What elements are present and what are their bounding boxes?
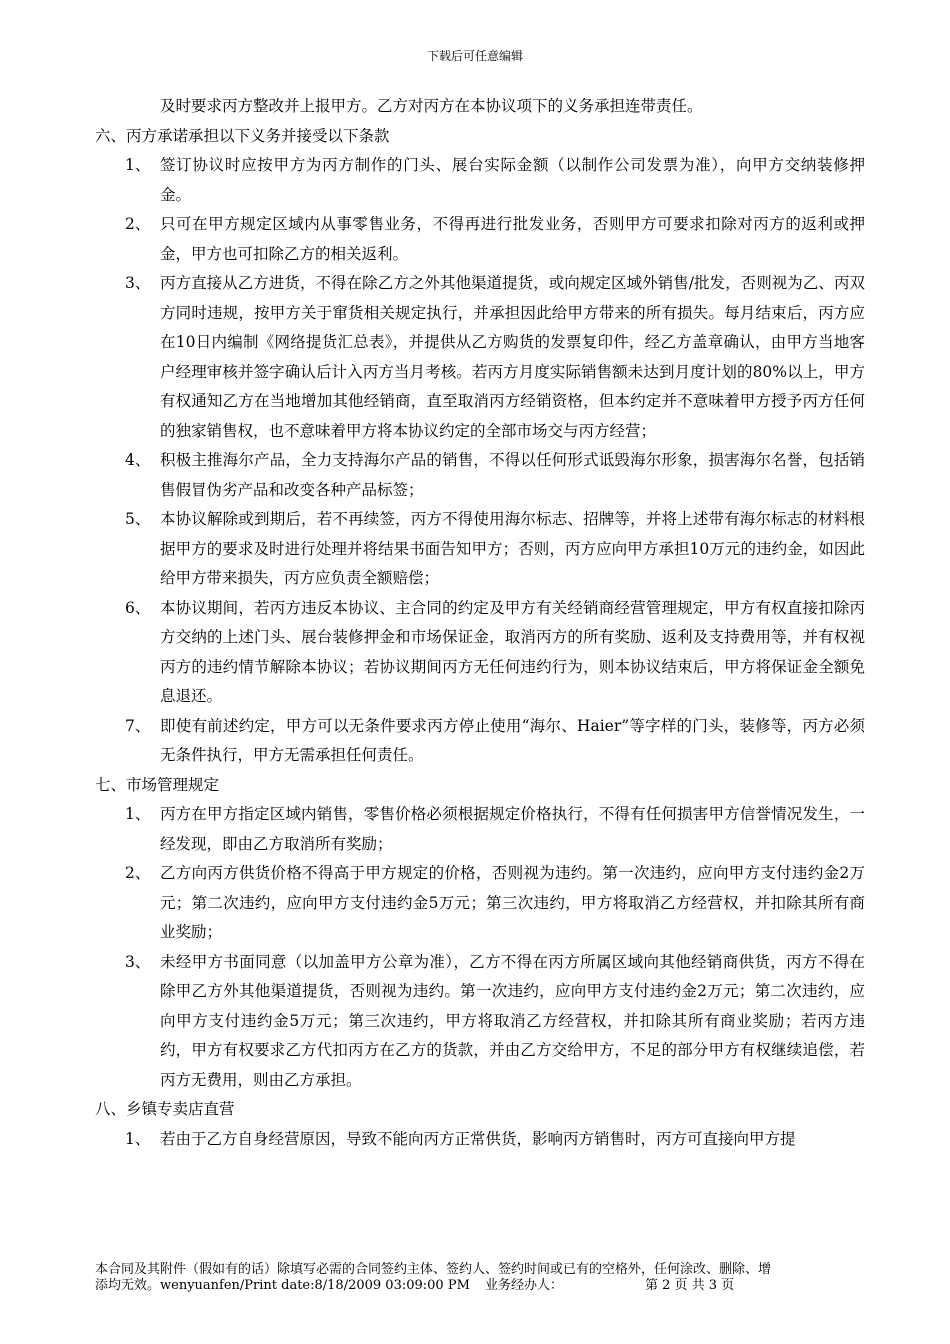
item-number: 3、	[125, 952, 151, 971]
item-number: 1、	[125, 156, 151, 174]
footer-notice: 本合同及其附件（假如有的话）除填写必需的合同签约主体、签约人、签约时间或已有的空格外，任何涂改、删除、增	[95, 1262, 772, 1277]
print-date: 添均无效。wenyuanfen/Print date:8/18/2009 03:09:00 PM	[95, 1278, 470, 1293]
item-text: 乙方向丙方供货价格不得高于甲方规定的价格，否则视为违约。第一次违约，应向甲方支付违约金2万元；第二次违约，应向甲方支付违约金5万元；第三次违约，甲方将取消乙方经营权，并扣除其所有商业奖励；	[160, 864, 865, 941]
item-text: 只可在甲方规定区域内从事零售业务，不得再进行批发业务，否则甲方可要求扣除对丙方的返利或押金，甲方也可扣除乙方的相关返利。	[160, 215, 865, 263]
list-item	[95, 1125, 865, 1155]
list-item	[95, 800, 865, 859]
page-footer	[95, 1262, 865, 1294]
item-number: 1、	[125, 1129, 151, 1148]
page-number: 第 2 页 共 3 页	[645, 1278, 735, 1293]
item-number: 6、	[125, 598, 151, 617]
item-text: 丙方在甲方指定区域内销售，零售价格必须根据规定价格执行，不得有任何损害甲方信誉情况发生，一经发现，即由乙方取消所有奖励；	[160, 805, 865, 853]
page-header: 下载后可任意编辑	[426, 49, 523, 63]
item-number: 2、	[125, 864, 151, 882]
item-number: 4、	[125, 451, 151, 469]
item-text: 积极主推海尔产品，全力支持海尔产品的销售，不得以任何形式诋毁海尔形象，损害海尔名誉，包括销售假冒伪劣产品和改变各种产品标签；	[160, 451, 865, 499]
item-text: 本协议解除或到期后，若不再续签，丙方不得使用海尔标志、招牌等，并将上述带有海尔标志的材料根据甲方的要求及时进行处理并将结果书面告知甲方；否则，丙方应向甲方承担10万元的违约金，如因此给甲方带来损失，丙方应负责全额赔偿；	[160, 510, 865, 587]
list-item	[95, 505, 865, 594]
list-item	[95, 446, 865, 505]
item-text: 本协议期间，若丙方违反本协议、主合同的约定及甲方有关经销商经营管理规定，甲方有权直接扣除丙方交纳的上述门头、展台装修押金和市场保证金，取消丙方的所有奖励、返利及支持费用等，并有权视丙方的违约情节解除本协议；若协议期间丙方无任何违约行为，则本协议结束后，甲方将保证金全额免息退还。	[160, 598, 865, 705]
list-item	[95, 210, 865, 269]
section-8	[95, 1095, 865, 1154]
intro-paragraph: 及时要求丙方整改并上报甲方。乙方对丙方在本协议项下的义务承担连带责任。	[160, 97, 703, 115]
list-item	[95, 948, 865, 1096]
footer-meta	[95, 1278, 865, 1294]
business-agent-label: 业务经办人：	[485, 1278, 564, 1293]
section-title: 六、丙方承诺承担以下义务并接受以下条款	[95, 126, 390, 145]
list-item	[95, 151, 865, 210]
item-number: 5、	[125, 510, 151, 528]
list-item	[95, 712, 865, 771]
item-text: 丙方直接从乙方进货，不得在除乙方之外其他渠道提货，或向规定区域外销售/批发，否则视为乙、丙双方同时违规，按甲方关于窜货相关规定执行，并承担因此给甲方带来的所有损失。每月结束后，丙方应在10日内编制《网络提货汇总表》，并提供从乙方购货的发票复印件，经乙方盖章确认，由甲方当地客户经理审核并签字确认后计入丙方当月考核。若丙方月度实际销售额未达到月度计划的80%以上，甲方有权通知乙方在当地增加其他经销商，直至取消丙方经销资格，但本约定并不意味着甲方授予丙方任何的独家销售权，也不意味着甲方将本协议约定的全部市场交与丙方经营；	[160, 274, 865, 440]
item-number: 3、	[125, 274, 151, 292]
item-text: 未经甲方书面同意（以加盖甲方公章为准），乙方不得在丙方所属区域向其他经销商供货，丙方不得在除甲乙方外其他渠道提货，否则视为违约。第一次违约，应向甲方支付违约金2万元；第二次违约，应向甲方支付违约金5万元；第三次违约，甲方将取消乙方经营权，并扣除其所有商业奖励；若丙方违约，甲方有权要求乙方代扣丙方在乙方的货款，并由乙方交给甲方，不足的部分甲方有权继续追偿，若丙方无费用，则由乙方承担。	[160, 952, 865, 1089]
document-body	[95, 92, 865, 1154]
list-item	[95, 594, 865, 712]
item-number: 1、	[125, 805, 151, 823]
list-item	[95, 269, 865, 446]
section-7	[95, 771, 865, 1096]
list-item	[95, 859, 865, 948]
item-text: 即使有前述约定，甲方可以无条件要求丙方停止使用“海尔、Haier”等字样的门头，装修等，丙方必须无条件执行，甲方无需承担任何责任。	[160, 716, 865, 764]
item-text: 签订协议时应按甲方为丙方制作的门头、展台实际金额（以制作公司发票为准），向甲方交纳装修押金。	[160, 156, 865, 204]
section-6	[95, 122, 865, 771]
section-title: 七、市场管理规定	[95, 775, 220, 794]
item-number: 2、	[125, 215, 151, 233]
item-number: 7、	[125, 716, 151, 735]
item-text: 若由于乙方自身经营原因，导致不能向丙方正常供货，影响丙方销售时，丙方可直接向甲方提	[160, 1129, 796, 1148]
section-title: 八、乡镇专卖店直营	[95, 1100, 235, 1118]
